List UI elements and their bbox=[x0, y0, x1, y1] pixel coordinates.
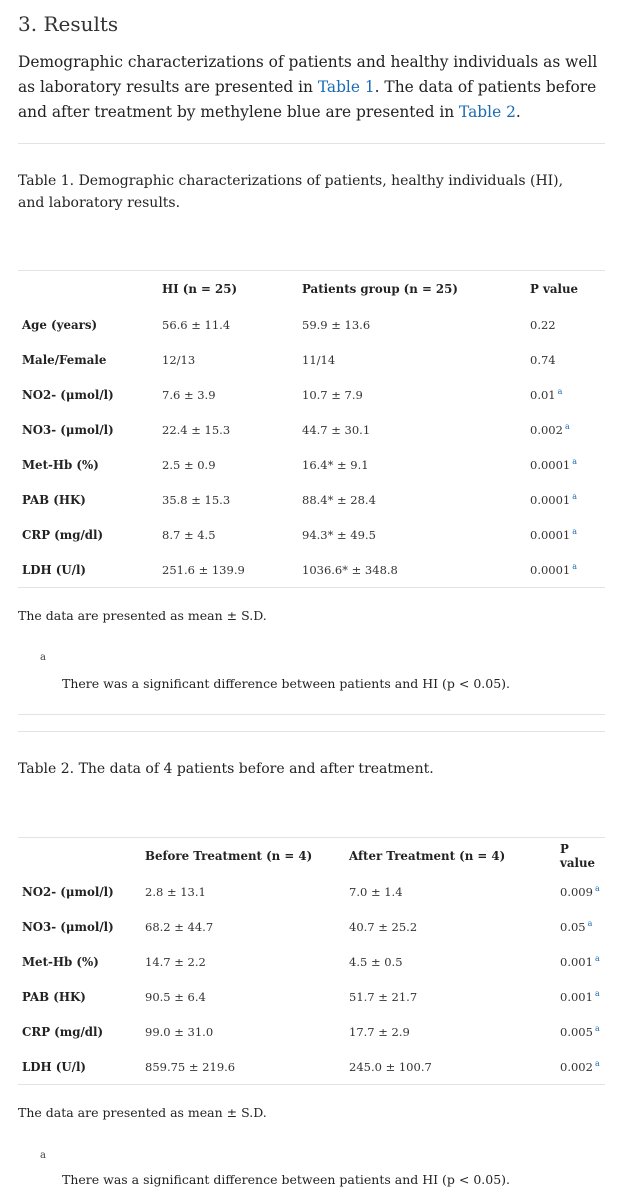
table2-cell-after: 4.5 ± 0.5 bbox=[349, 954, 403, 969]
table1-pvalue: 0.002 bbox=[530, 422, 563, 437]
table2-row bbox=[18, 909, 605, 944]
table2-cell-pvalue bbox=[538, 909, 605, 944]
table1-row-label: Met-Hb (%) bbox=[22, 457, 99, 472]
table2-row bbox=[18, 944, 605, 979]
table1-footnote-ref[interactable]: a bbox=[564, 422, 570, 432]
table1-cell-hi: 56.6 ± 11.4 bbox=[162, 317, 231, 332]
table2-footnote-ref[interactable]: a bbox=[594, 884, 600, 894]
table1-row bbox=[18, 552, 605, 588]
table2-row-label: Met-Hb (%) bbox=[22, 954, 99, 969]
table1-row-label: CRP (mg/dl) bbox=[22, 527, 104, 542]
table1-cell-pt: 1036.6* ± 348.8 bbox=[298, 552, 526, 588]
table2-link[interactable]: Table 2 bbox=[459, 103, 516, 121]
divider bbox=[18, 143, 605, 144]
table1-pvalue: 0.0001 bbox=[530, 492, 571, 507]
table2-caption: Table 2. The data of 4 patients before and after treatment. bbox=[18, 761, 434, 777]
table2-cell-after: 245.0 ± 100.7 bbox=[345, 1049, 538, 1085]
table2-cell-after: 40.7 ± 25.2 bbox=[349, 919, 418, 934]
table2-row-label: NO2- (μmol/l) bbox=[22, 884, 114, 899]
table2-footnote-ref[interactable]: a bbox=[594, 1024, 600, 1034]
table1-cell-hi: 12/13 bbox=[162, 352, 196, 367]
table1-header-pvalue: P value bbox=[526, 271, 605, 308]
table1-cell-hi: 251.6 ± 139.9 bbox=[158, 552, 298, 588]
table2-footnote-ref[interactable]: a bbox=[594, 954, 600, 964]
section-heading: 3. Results bbox=[18, 12, 119, 36]
table2-pvalue: 0.005 bbox=[560, 1024, 593, 1039]
table1-row-label: NO2- (μmol/l) bbox=[22, 387, 114, 402]
table2-cell-pvalue bbox=[538, 979, 605, 1014]
table1-footnote-text: There was a significant difference between patients and HI (p < 0.05). bbox=[62, 676, 511, 691]
table1-row bbox=[18, 377, 605, 412]
intro-text-2: . The data of patients before and after treatment by methylene blue are presented in bbox=[18, 78, 597, 121]
table2-cell-before: 14.7 ± 2.2 bbox=[145, 954, 206, 969]
table2-header-after: After Treatment (n = 4) bbox=[345, 838, 538, 875]
table2-row bbox=[18, 1014, 605, 1049]
divider bbox=[18, 714, 605, 715]
table1-pvalue: 0.0001 bbox=[530, 457, 571, 472]
table1-note: The data are presented as mean ± S.D. bbox=[18, 608, 267, 623]
table1-pvalue: 0.22 bbox=[530, 317, 556, 332]
table2-cell-after: 7.0 ± 1.4 bbox=[349, 884, 403, 899]
table2-pvalue: 0.001 bbox=[560, 989, 593, 1004]
table1-cell-pvalue bbox=[526, 552, 605, 588]
table1-row bbox=[18, 307, 605, 342]
table1-row bbox=[18, 447, 605, 482]
table2-cell-after: 51.7 ± 21.7 bbox=[349, 989, 418, 1004]
table1-cell-hi: 8.7 ± 4.5 bbox=[162, 527, 216, 542]
table1-cell-pvalue bbox=[526, 377, 605, 412]
table2-cell-pvalue bbox=[538, 1049, 605, 1085]
table2-pvalue: 0.001 bbox=[560, 954, 593, 969]
table1-cell-hi: 22.4 ± 15.3 bbox=[162, 422, 231, 437]
table1-cell-pt: 10.7 ± 7.9 bbox=[302, 387, 363, 402]
table1-footnote-ref[interactable]: a bbox=[572, 527, 578, 537]
intro-text-1: Demographic characterizations of patients and healthy individuals as well as laboratory results are presented in bbox=[18, 53, 598, 96]
table1-header-patients: Patients group (n = 25) bbox=[298, 271, 526, 308]
table2-pvalue: 0.05 bbox=[560, 919, 586, 934]
table2-header-pvalue: P value bbox=[538, 838, 605, 875]
table2-cell-before: 2.8 ± 13.1 bbox=[145, 884, 206, 899]
table2-pvalue: 0.009 bbox=[560, 884, 593, 899]
table1-cell-pvalue bbox=[526, 517, 605, 552]
table2-footnote-ref[interactable]: a bbox=[594, 1059, 600, 1069]
table1-cell-pvalue bbox=[526, 447, 605, 482]
table2-footnote-text: There was a significant difference between patients and HI (p < 0.05). bbox=[62, 1172, 511, 1187]
table1-cell-pt: 44.7 ± 30.1 bbox=[302, 422, 371, 437]
table1-cell-pt: 11/14 bbox=[302, 352, 336, 367]
table2-cell-pvalue bbox=[538, 944, 605, 979]
table2-footnote-ref[interactable]: a bbox=[594, 989, 600, 999]
table1-cell-pt: 16.4* ± 9.1 bbox=[302, 457, 369, 472]
table2-footnote-mark: a bbox=[40, 1150, 46, 1161]
table1-cell-pvalue bbox=[526, 412, 605, 447]
table1-cell-pt: 88.4* ± 28.4 bbox=[302, 492, 376, 507]
table1-cell-pt: 94.3* ± 49.5 bbox=[302, 527, 376, 542]
table1-cell-pt: 59.9 ± 13.6 bbox=[302, 317, 371, 332]
table2-row-label: LDH (U/l) bbox=[18, 1049, 141, 1085]
table2-header-before: Before Treatment (n = 4) bbox=[141, 838, 345, 875]
table1-cell-hi: 2.5 ± 0.9 bbox=[162, 457, 216, 472]
intro-text-3: . bbox=[515, 103, 521, 121]
table2-note: The data are presented as mean ± S.D. bbox=[18, 1105, 267, 1120]
table1-header-label bbox=[18, 271, 158, 308]
table1-footnote-ref[interactable]: a bbox=[557, 387, 563, 397]
table1-footnote-mark: a bbox=[40, 652, 46, 663]
table2-pvalue: 0.002 bbox=[560, 1059, 593, 1074]
table2-cell-pvalue bbox=[538, 874, 605, 909]
table1-row-label: Male/Female bbox=[22, 352, 107, 367]
table1-pvalue: 0.0001 bbox=[530, 527, 571, 542]
table1-row-label: PAB (HK) bbox=[22, 492, 86, 507]
table1-cell-pvalue bbox=[526, 342, 605, 377]
table2-cell-before: 859.75 ± 219.6 bbox=[141, 1049, 345, 1085]
table1-footnote-ref[interactable]: a bbox=[572, 562, 578, 572]
table1-row-label: NO3- (μmol/l) bbox=[22, 422, 114, 437]
intro-paragraph bbox=[18, 50, 608, 125]
table2-row-label: CRP (mg/dl) bbox=[22, 1024, 104, 1039]
table2-header-label bbox=[18, 838, 141, 875]
table1-header-row bbox=[18, 271, 605, 308]
table2-row bbox=[18, 874, 605, 909]
table2-header-row bbox=[18, 838, 605, 875]
table1-link[interactable]: Table 1 bbox=[317, 78, 375, 96]
table2-cell-before: 68.2 ± 44.7 bbox=[145, 919, 214, 934]
table1-pvalue: 0.74 bbox=[530, 352, 556, 367]
table2-row bbox=[18, 979, 605, 1014]
table1-pvalue: 0.0001 bbox=[530, 562, 571, 577]
table1-pvalue: 0.01 bbox=[530, 387, 556, 402]
table1-footnote-ref[interactable]: a bbox=[572, 492, 578, 502]
table1-row bbox=[18, 342, 605, 377]
table1-row bbox=[18, 517, 605, 552]
table1-cell-hi: 7.6 ± 3.9 bbox=[162, 387, 216, 402]
table1-row bbox=[18, 412, 605, 447]
table1 bbox=[18, 270, 605, 588]
table2-cell-before: 99.0 ± 31.0 bbox=[145, 1024, 214, 1039]
table2-row-label: NO3- (μmol/l) bbox=[22, 919, 114, 934]
table2 bbox=[18, 837, 605, 1085]
table2-cell-pvalue bbox=[538, 1014, 605, 1049]
table1-caption: Table 1. Demographic characterizations of patients, healthy individuals (HI), and laboratory results. bbox=[18, 173, 564, 211]
table1-cell-pvalue bbox=[526, 482, 605, 517]
table1-header-hi: HI (n = 25) bbox=[158, 271, 298, 308]
table1-row-label: LDH (U/l) bbox=[18, 552, 158, 588]
table1-row bbox=[18, 482, 605, 517]
table2-cell-before: 90.5 ± 6.4 bbox=[145, 989, 206, 1004]
table2-cell-after: 17.7 ± 2.9 bbox=[349, 1024, 410, 1039]
table1-cell-hi: 35.8 ± 15.3 bbox=[162, 492, 231, 507]
table2-footnote-ref[interactable]: a bbox=[587, 919, 593, 929]
table2-row bbox=[18, 1049, 605, 1085]
divider bbox=[18, 731, 605, 732]
table1-row-label: Age (years) bbox=[22, 317, 98, 332]
table1-footnote-ref[interactable]: a bbox=[572, 457, 578, 467]
table2-row-label: PAB (HK) bbox=[22, 989, 86, 1004]
table1-cell-pvalue bbox=[526, 307, 605, 342]
